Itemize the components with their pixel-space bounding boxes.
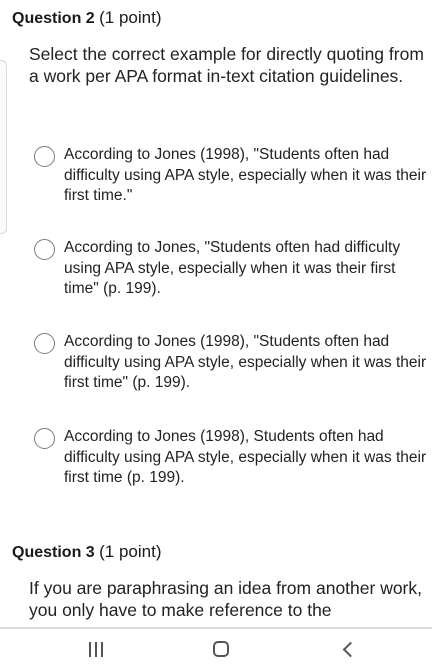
question-3-label: Question 3 (12, 544, 95, 561)
question-2-label: Question 2 (12, 10, 95, 27)
answer-option-label: According to Jones (1998), "Students often had difficulty using APA style, especially when it was their first time" (p. 199). (64, 333, 427, 391)
answer-option-label: According to Jones, "Students often had difficulty using APA style, especially when it was their first time" (p. 199). (64, 239, 401, 297)
answer-option-label: According to Jones (1998), Students often had difficulty using APA style, especially when it was their first time (p. 199). (64, 428, 427, 486)
question-3-points: (1 point) (99, 542, 162, 561)
question-2-points: (1 point) (99, 8, 162, 27)
recents-icon (89, 642, 103, 657)
answer-option-4[interactable] (34, 427, 430, 489)
answer-option-3[interactable] (34, 332, 430, 394)
home-button[interactable] (191, 635, 251, 663)
question-2-text: Select the correct example for directly quoting from a work per APA format in-text citation guidelines. (29, 44, 424, 86)
question-2-header (12, 8, 162, 28)
android-navigation-bar (0, 627, 432, 669)
radio-button[interactable] (34, 146, 55, 167)
answer-option-2[interactable] (34, 238, 430, 300)
side-tab-handle[interactable] (0, 60, 7, 234)
back-icon (342, 641, 358, 657)
home-icon (213, 641, 229, 657)
radio-button[interactable] (34, 333, 55, 354)
question-3-text: If you are paraphrasing an idea from another work, you only have to make reference to the (29, 578, 422, 620)
answer-option-label: According to Jones (1998), "Students often had difficulty using APA style, especially when it was their first time." (64, 146, 427, 204)
back-button[interactable] (318, 635, 378, 663)
answer-option-1[interactable] (34, 145, 430, 207)
recents-button[interactable] (66, 635, 126, 663)
radio-button[interactable] (34, 239, 55, 260)
radio-button[interactable] (34, 428, 55, 449)
question-3-header (12, 542, 162, 562)
